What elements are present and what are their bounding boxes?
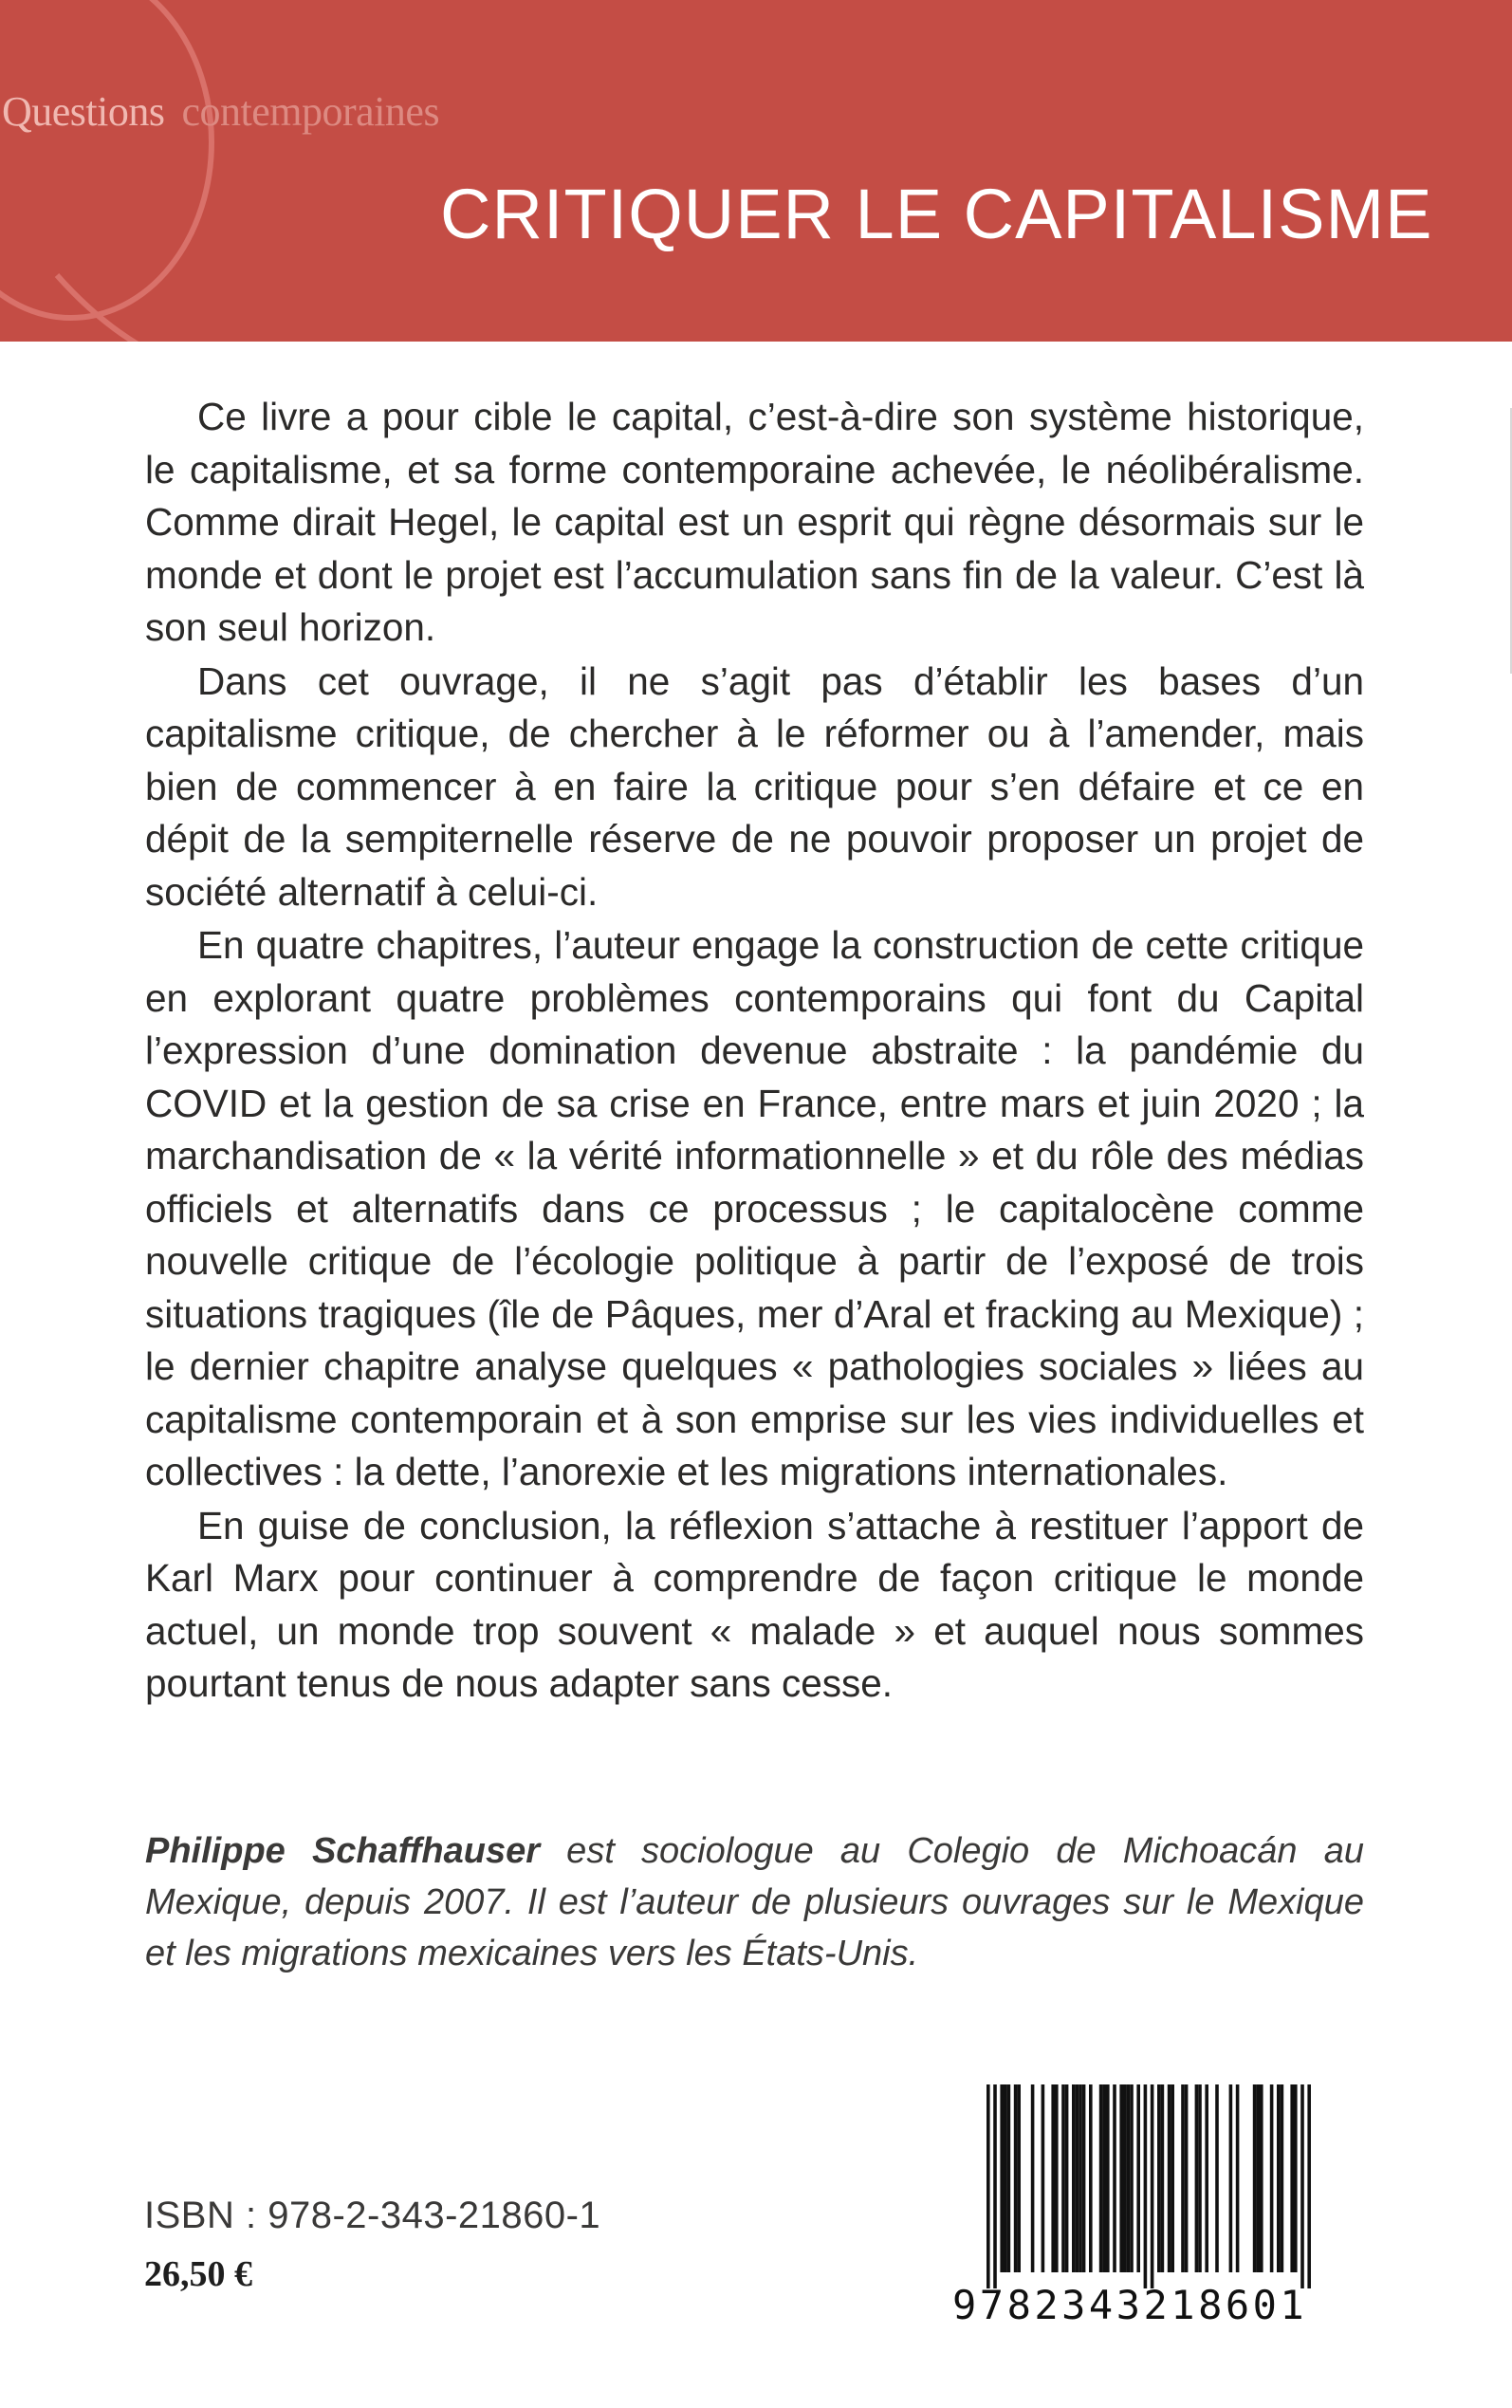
author-bio [145, 1825, 1364, 1979]
barcode-bar [1253, 2084, 1257, 2272]
blurb-paragraph-4: En guise de conclusion, la réflexion s’attache à restituer l’apport de Karl Marx pour continuer à comprendre de façon critique le monde actuel, un monde trop souvent « malade » et auquel nous sommes pourtant tenus de nous adapter sans cesse. [145, 1503, 1364, 1705]
barcode-bar [1061, 2084, 1065, 2272]
series-name [2, 87, 439, 136]
author-bio-text: est sociologue au Colegio de Michoacán au Mexique, depuis 2007. Il est l’auteur de plusieurs ouvrages sur le Mexique et les migrations mexicaines vers les États-Unis. [145, 1831, 1364, 1973]
barcode-bar [1051, 2084, 1055, 2272]
barcode-bar [1007, 2084, 1011, 2272]
barcode-bar [1000, 2084, 1004, 2272]
barcode-bar [1256, 2084, 1260, 2272]
series-q-logo [0, 0, 228, 342]
barcode-bar [1281, 2084, 1284, 2272]
cover-header [0, 0, 1512, 342]
series-word-questions: Questions [2, 88, 165, 135]
barcode-bar [1072, 2084, 1076, 2272]
series-word-contemporaines: contemporaines [181, 88, 440, 135]
barcode-bar [1014, 2084, 1018, 2272]
barcode-bars [952, 2084, 1370, 2288]
blurb-paragraph-3: En quatre chapitres, l’auteur engage la construction de cette critique en explorant quatre problèmes contemporains qui font du Capital l’expression d’une domination devenue abstraite : la pandémie du COVID et la gestion de sa crise en France, entre mars et juin 2020 ; la marchandisation de « la vérité informationnelle » et du rôle des médias officiels et alternatifs dans ce processus ; le capitalocène comme nouvelle critique de l’écologie politique à partir de l’exposé de trois situations tragiques (île de Pâques, mer d’Aral et fracking au Mexique) ; le dernier chapitre analyse quelques « pathologies sociales » liées au capitalisme contemporain et à son emprise sur les vies individuelles et collectives : la dette, l’anorexie et les migrations internationales. [145, 923, 1364, 1493]
barcode-bar [1079, 2084, 1082, 2272]
barcode-bar [993, 2084, 997, 2288]
barcode-bar [1195, 2084, 1199, 2272]
barcode-bar [1106, 2084, 1110, 2272]
barcode-bar [1229, 2084, 1233, 2272]
barcode-bar [1215, 2084, 1219, 2272]
barcode-bar [1144, 2084, 1148, 2288]
barcode-bar [1171, 2084, 1174, 2272]
barcode-bar [1127, 2084, 1131, 2272]
barcode-bar [1260, 2084, 1263, 2272]
barcode-bar [1113, 2084, 1116, 2272]
barcode-bar [1300, 2084, 1304, 2288]
barcode-bar [1136, 2084, 1140, 2272]
barcode-bar [1082, 2084, 1086, 2272]
barcode-bar [1099, 2084, 1103, 2272]
barcode-bar [1157, 2084, 1161, 2272]
barcode-bar [1290, 2084, 1294, 2272]
barcode-bar [1065, 2084, 1069, 2272]
blurb-paragraph-1: Ce livre a pour cible le capital, c’est-à-dire son système historique, le capitalisme, et sa forme contemporaine achevée, le néolibéralisme. Comme dirait Hegel, le capital est un esprit qui règne désormais sur le monde et dont le projet est l’accumulation sans fin de la valeur. C’est là son seul horizon. [145, 395, 1364, 649]
barcode-bar [1102, 2084, 1106, 2272]
barcode-digits: 9782343218601 [952, 2282, 1308, 2328]
barcode-bar [1277, 2084, 1281, 2272]
barcode-bar [986, 2084, 990, 2288]
barcode-bar [1185, 2084, 1189, 2272]
barcode-bar [1042, 2084, 1045, 2272]
barcode-bar [1307, 2084, 1311, 2288]
barcode-bar [1181, 2084, 1185, 2272]
barcode-bar [1119, 2084, 1123, 2272]
barcode [952, 2084, 1370, 2328]
barcode-bar [1205, 2084, 1208, 2272]
barcode-bar [1017, 2084, 1021, 2272]
author-name: Philippe Schaffhauser [145, 1831, 541, 1871]
blurb-paragraph-2: Dans cet ouvrage, il ne s’agit pas d’établir les bases d’un capitalisme critique, de chercher à le réformer ou à l’amender, mais bien de commencer à en faire la critique pour s’en défaire et ce en dépit de la sempiternelle réserve de ne pouvoir proposer un projet de société alternatif à celui-ci. [145, 658, 1364, 914]
barcode-bar [1161, 2084, 1165, 2272]
back-cover-blurb [145, 391, 1364, 1712]
barcode-bar [1168, 2084, 1171, 2272]
barcode-bar [1004, 2084, 1007, 2272]
barcode-bar [1076, 2084, 1079, 2272]
barcode-bar [1123, 2084, 1127, 2272]
price: 26,50 € [144, 2254, 252, 2294]
barcode-bar [1055, 2084, 1059, 2272]
book-title: CRITIQUER LE CAPITALISME [440, 175, 1433, 253]
barcode-bar [1089, 2084, 1093, 2272]
barcode-bar [1236, 2084, 1240, 2272]
barcode-bar [1270, 2084, 1274, 2272]
barcode-bar [1130, 2084, 1134, 2272]
barcode-bar [1151, 2084, 1154, 2288]
barcode-bar [1031, 2084, 1035, 2272]
barcode-bar [1294, 2084, 1298, 2272]
barcode-bar [1198, 2084, 1202, 2272]
isbn: ISBN : 978-2-343-21860-1 [144, 2195, 601, 2236]
